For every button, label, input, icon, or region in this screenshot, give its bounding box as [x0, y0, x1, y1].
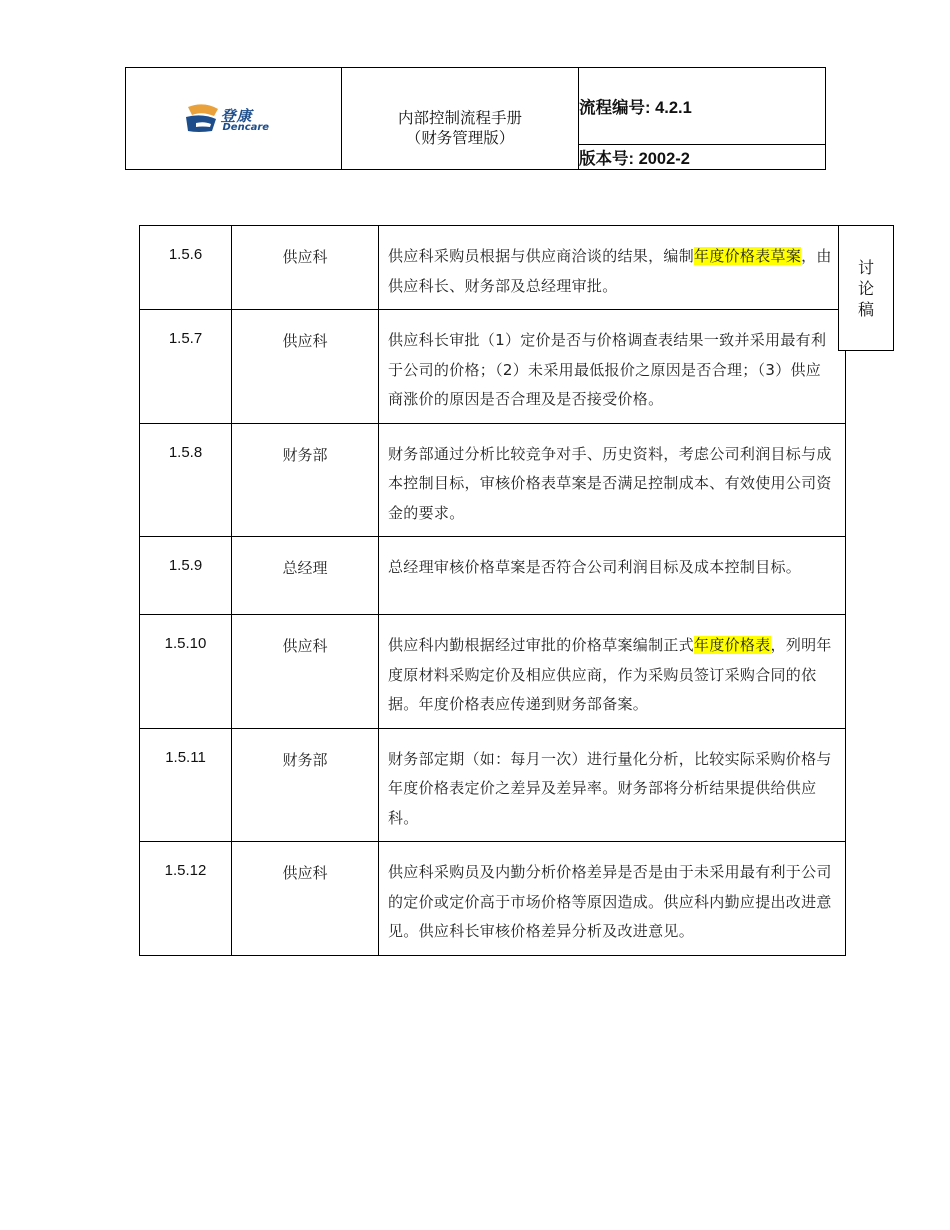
draft-char: 讨 — [857, 258, 874, 277]
description-text: 供应科内勤根据经过审批的价格草案编制正式 — [388, 636, 695, 654]
document-header — [125, 67, 826, 170]
table-row — [140, 537, 846, 615]
step-description — [379, 537, 846, 615]
draft-stamp — [838, 225, 894, 351]
dencare-logo-mark-icon — [184, 103, 224, 135]
step-description — [379, 728, 846, 842]
step-number: 1.5.11 — [140, 728, 232, 842]
step-number: 1.5.6 — [140, 226, 232, 310]
table-row — [140, 226, 846, 310]
description-text-continued: ，由供应科长、财务部及总经理审批。 — [388, 247, 832, 295]
description-text: 供应科采购员及内勤分析价格差异是否是由于未采用最有利于公司的定价或定价高于市场价格等原因造成。供应科内勤应提出改进意见。供应科长审核价格差异分析及改进意见。 — [388, 863, 832, 940]
department: 财务部 — [232, 423, 379, 537]
manual-title-cell — [342, 68, 579, 170]
table-row — [140, 728, 846, 842]
manual-subtitle: （财务管理版） — [405, 129, 515, 147]
draft-char: 稿 — [857, 300, 874, 319]
department: 财务部 — [232, 728, 379, 842]
step-number: 1.5.12 — [140, 842, 232, 956]
step-description — [379, 842, 846, 956]
department: 供应科 — [232, 842, 379, 956]
process-number: 流程编号: 4.2.1 — [579, 68, 826, 145]
draft-char: 论 — [857, 279, 874, 298]
description-text: 供应科长审批（1）定价是否与价格调查表结果一致并采用最有利于公司的价格；（2）未采用最低报价之原因是否合理；（3）供应商涨价的原因是否合理及是否接受价格。 — [388, 331, 827, 408]
step-description — [379, 615, 846, 729]
highlighted-term: 年度价格表草案 — [694, 247, 802, 265]
description-text: 财务部定期（如：每月一次）进行量化分析，比较实际采购价格与年度价格表定价之差异及差异率。财务部将分析结果提供给供应科。 — [388, 749, 832, 827]
description-text-continued: ，列明年度原材料采购定价及相应供应商，作为采购员签订采购合同的依据。年度价格表应传递到财务部备案。 — [388, 636, 832, 713]
step-number: 1.5.10 — [140, 615, 232, 729]
department: 总经理 — [232, 537, 379, 615]
step-number: 1.5.7 — [140, 310, 232, 424]
logo-english-text: Dencare — [222, 121, 270, 133]
logo-cell — [126, 68, 342, 170]
step-description — [379, 226, 846, 310]
table-row — [140, 310, 846, 424]
highlighted-term: 年度价格表 — [694, 636, 771, 654]
dencare-logo — [184, 97, 284, 137]
table-row — [140, 423, 846, 537]
version-number: 版本号: 2002-2 — [579, 145, 826, 170]
step-number: 1.5.8 — [140, 423, 232, 537]
manual-title: 内部控制流程手册 — [397, 109, 522, 127]
step-description — [379, 423, 846, 537]
logo-chinese-text: 登康 — [220, 106, 253, 125]
description-text: 总经理审核价格草案是否符合公司利润目标及成本控制目标。 — [388, 558, 802, 576]
table-row — [140, 842, 846, 956]
step-description — [379, 310, 846, 424]
process-steps-table — [139, 225, 846, 956]
description-text: 供应科采购员根据与供应商洽谈的结果，编制 — [388, 247, 695, 265]
step-number: 1.5.9 — [140, 537, 232, 615]
department: 供应科 — [232, 226, 379, 310]
description-text: 财务部通过分析比较竞争对手、历史资料，考虑公司利润目标与成本控制目标，审核价格表草案是否满足控制成本、有效使用公司资金的要求。 — [388, 444, 832, 522]
table-row — [140, 615, 846, 729]
department: 供应科 — [232, 615, 379, 729]
department: 供应科 — [232, 310, 379, 424]
